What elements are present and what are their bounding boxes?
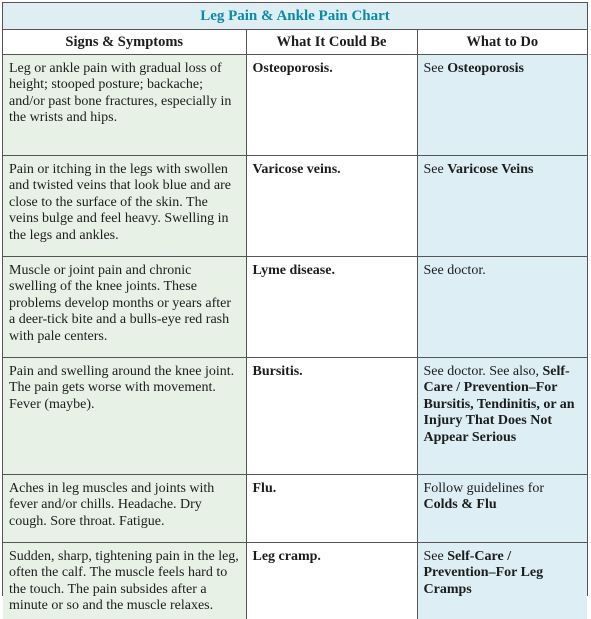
symptom-cell: Pain or itching in the legs with swollen and twisted veins that look blue and are close to the surface of the skin. The veins bulge and feel heavy. Swelling in the legs and ankles.	[3, 156, 246, 257]
header-row	[3, 30, 587, 55]
table-row	[3, 475, 587, 543]
header-what-it-could-be: What It Could Be	[246, 30, 417, 55]
todo-cell	[417, 543, 587, 619]
header-signs-symptoms: Signs & Symptoms	[3, 30, 246, 55]
symptom-cell: Muscle or joint pain and chronic swelling of the knee joints. These problems develop months or years after a deer-tick bite and a bulls-eye red rash with pale centers.	[3, 257, 246, 358]
symptom-cell: Sudden, sharp, tightening pain in the leg, often the calf. The muscle feels hard to the touch. The pain subsides after a minute or so and the muscle relaxes.	[3, 543, 246, 619]
cause-cell: Flu.	[246, 475, 417, 543]
symptom-table	[3, 30, 587, 619]
cause-cell: Varicose veins.	[246, 156, 417, 257]
cause-cell: Lyme disease.	[246, 257, 417, 358]
todo-reference: Self-Care / Prevention–For Leg Cramps	[423, 549, 544, 597]
table-row	[3, 156, 587, 257]
todo-text: See doctor.	[423, 263, 486, 278]
cause-cell: Osteoporosis.	[246, 55, 417, 156]
chart-title: Leg Pain & Ankle Pain Chart	[3, 3, 587, 30]
cause-cell: Bursitis.	[246, 358, 417, 475]
todo-text: See	[423, 549, 448, 564]
todo-reference: Self-Care / Prevention–For Bursitis, Tendinitis, or an Injury That Does Not Appear Serious	[423, 364, 575, 445]
todo-text: See	[423, 162, 448, 177]
leg-pain-chart	[2, 2, 588, 614]
todo-text: See doctor. See also,	[423, 364, 543, 379]
table-row	[3, 257, 587, 358]
todo-text: Follow guidelines for	[423, 481, 545, 496]
todo-cell	[417, 156, 587, 257]
header-what-to-do: What to Do	[417, 30, 587, 55]
cause-cell: Leg cramp.	[246, 543, 417, 619]
todo-cell	[417, 257, 587, 358]
table-row	[3, 543, 587, 619]
symptom-cell: Leg or ankle pain with gradual loss of height; stooped posture; backache; and/or past bone fractures, especially in the wrists and hips.	[3, 55, 246, 156]
table-row	[3, 55, 587, 156]
symptom-cell: Aches in leg muscles and joints with fever and/or chills. Headache. Dry cough. Sore throat. Fatigue.	[3, 475, 246, 543]
todo-cell	[417, 358, 587, 475]
todo-cell	[417, 475, 587, 543]
table-row	[3, 358, 587, 475]
todo-reference: Varicose Veins	[447, 162, 534, 177]
todo-reference: Osteoporosis	[447, 61, 524, 76]
todo-text: See	[423, 61, 448, 76]
todo-reference: Colds & Flu	[423, 497, 497, 513]
symptom-cell: Pain and swelling around the knee joint. The pain gets worse with movement. Fever (maybe).	[3, 358, 246, 475]
todo-cell	[417, 55, 587, 156]
